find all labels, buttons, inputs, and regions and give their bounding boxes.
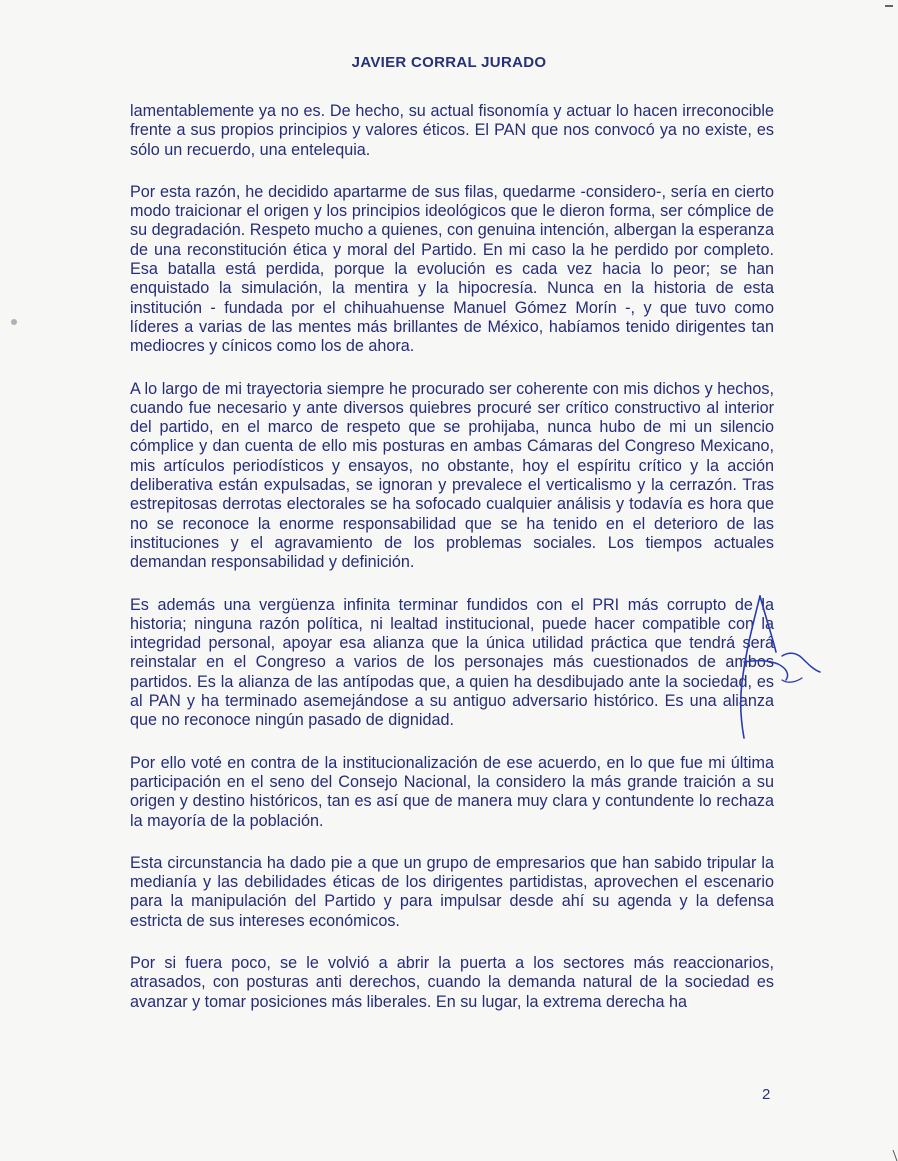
paragraph-4: Es además una vergüenza infinita terminar fundidos con el PRI más corrupto de la historia; ninguna razón política, ni lealtad institucional, puede hacer compatible con la integridad personal, apoyar esa alianza que la única utilidad práctica que tendrá será reinstalar en el Congreso a varios de los personajes más cuestionados de ambos partidos. Es la alianza de las antípodas que, a quien ha desdibujado ante la sociedad, es al PAN y ha terminado asemejándose a su antiguo adversario histórico. Es una alianza que no reconoce ningún pasado de dignidad. (130, 595, 774, 730)
document-body (130, 102, 774, 1035)
page-header-title: JAVIER CORRAL JURADO (351, 54, 547, 71)
paragraph-7: Por si fuera poco, se le volvió a abrir la puerta a los sectores más reaccionarios, atrasados, con posturas anti derechos, cuando la demanda natural de la sociedad es avanzar y tomar posiciones más liberales. En su lugar, la extrema derecha ha (130, 953, 774, 1011)
paragraph-1: lamentablemente ya no es. De hecho, su actual fisonomía y actuar lo hacen irreconocible frente a sus propios principios y valores éticos. El PAN que nos convocó ya no existe, es sólo un recuerdo, una entelequia. (130, 102, 774, 159)
page-number: 2 (762, 1086, 771, 1103)
handwritten-signature-icon (716, 590, 826, 750)
paragraph-5: Por ello voté en contra de la institucionalización de ese acuerdo, en lo que fue mi última participación en el seno del Consejo Nacional, la considero la más grande traición a su origen y destino históricos, tan es así que de manera muy clara y contundente lo rechaza la mayoría de la población. (130, 753, 774, 830)
paragraph-3: A lo largo de mi trayectoria siempre he procurado ser coherente con mis dichos y hechos, cuando fue necesario y ante diversos quiebres procuré ser crítico constructivo al interior del partido, en el marco de respeto que se prohijaba, nunca hubo de mi un silencio cómplice y dan cuenta de ello mis posturas en ambas Cámaras del Congreso Mexicano, mis artículos periodísticos y ensayos, no obstante, hoy el espíritu crítico y la acción deliberativa están expulsadas, se ignoran y prevalece el verticalismo y la cerrazón. Tras estrepitosas derrotas electorales se ha sofocado cualquier análisis y todavía es hora que no se reconoce la enorme responsabilidad que se ha tenido en el deterioro de las instituciones y el agravamiento de los problemas sociales. Los tiempos actuales demandan responsabilidad y definición. (130, 379, 774, 572)
paragraph-6: Esta circunstancia ha dado pie a que un grupo de empresarios que han sabido tripular la medianía y las debilidades éticas de los dirigentes partidistas, aprovechen el escenario para la manipulación del Partido y para impulsar desde ahí su agenda y la defensa estricta de sus intereses económicos. (130, 853, 774, 930)
paragraph-2: Por esta razón, he decidido apartarme de sus filas, quedarme -considero-, sería en cierto modo traicionar el origen y los principios ideológicos que le dieron forma, ser cómplice de su degradación. Respeto mucho a quienes, con genuina intención, albergan la esperanza de una reconstitución ética y moral del Partido. En mi caso la he perdido por completo. Esa batalla está perdida, porque la evolución es cada vez hacia lo peor; se han enquistado la simulación, la mentira y la hipocresía. Nunca en la historia de esta institución - fundada por el chihuahuense Manuel Gómez Morín -, y que tuvo como líderes a varias de las mentes más brillantes de México, habíamos tenido dirigentes tan mediocres y cínicos como los de ahora. (130, 182, 774, 356)
